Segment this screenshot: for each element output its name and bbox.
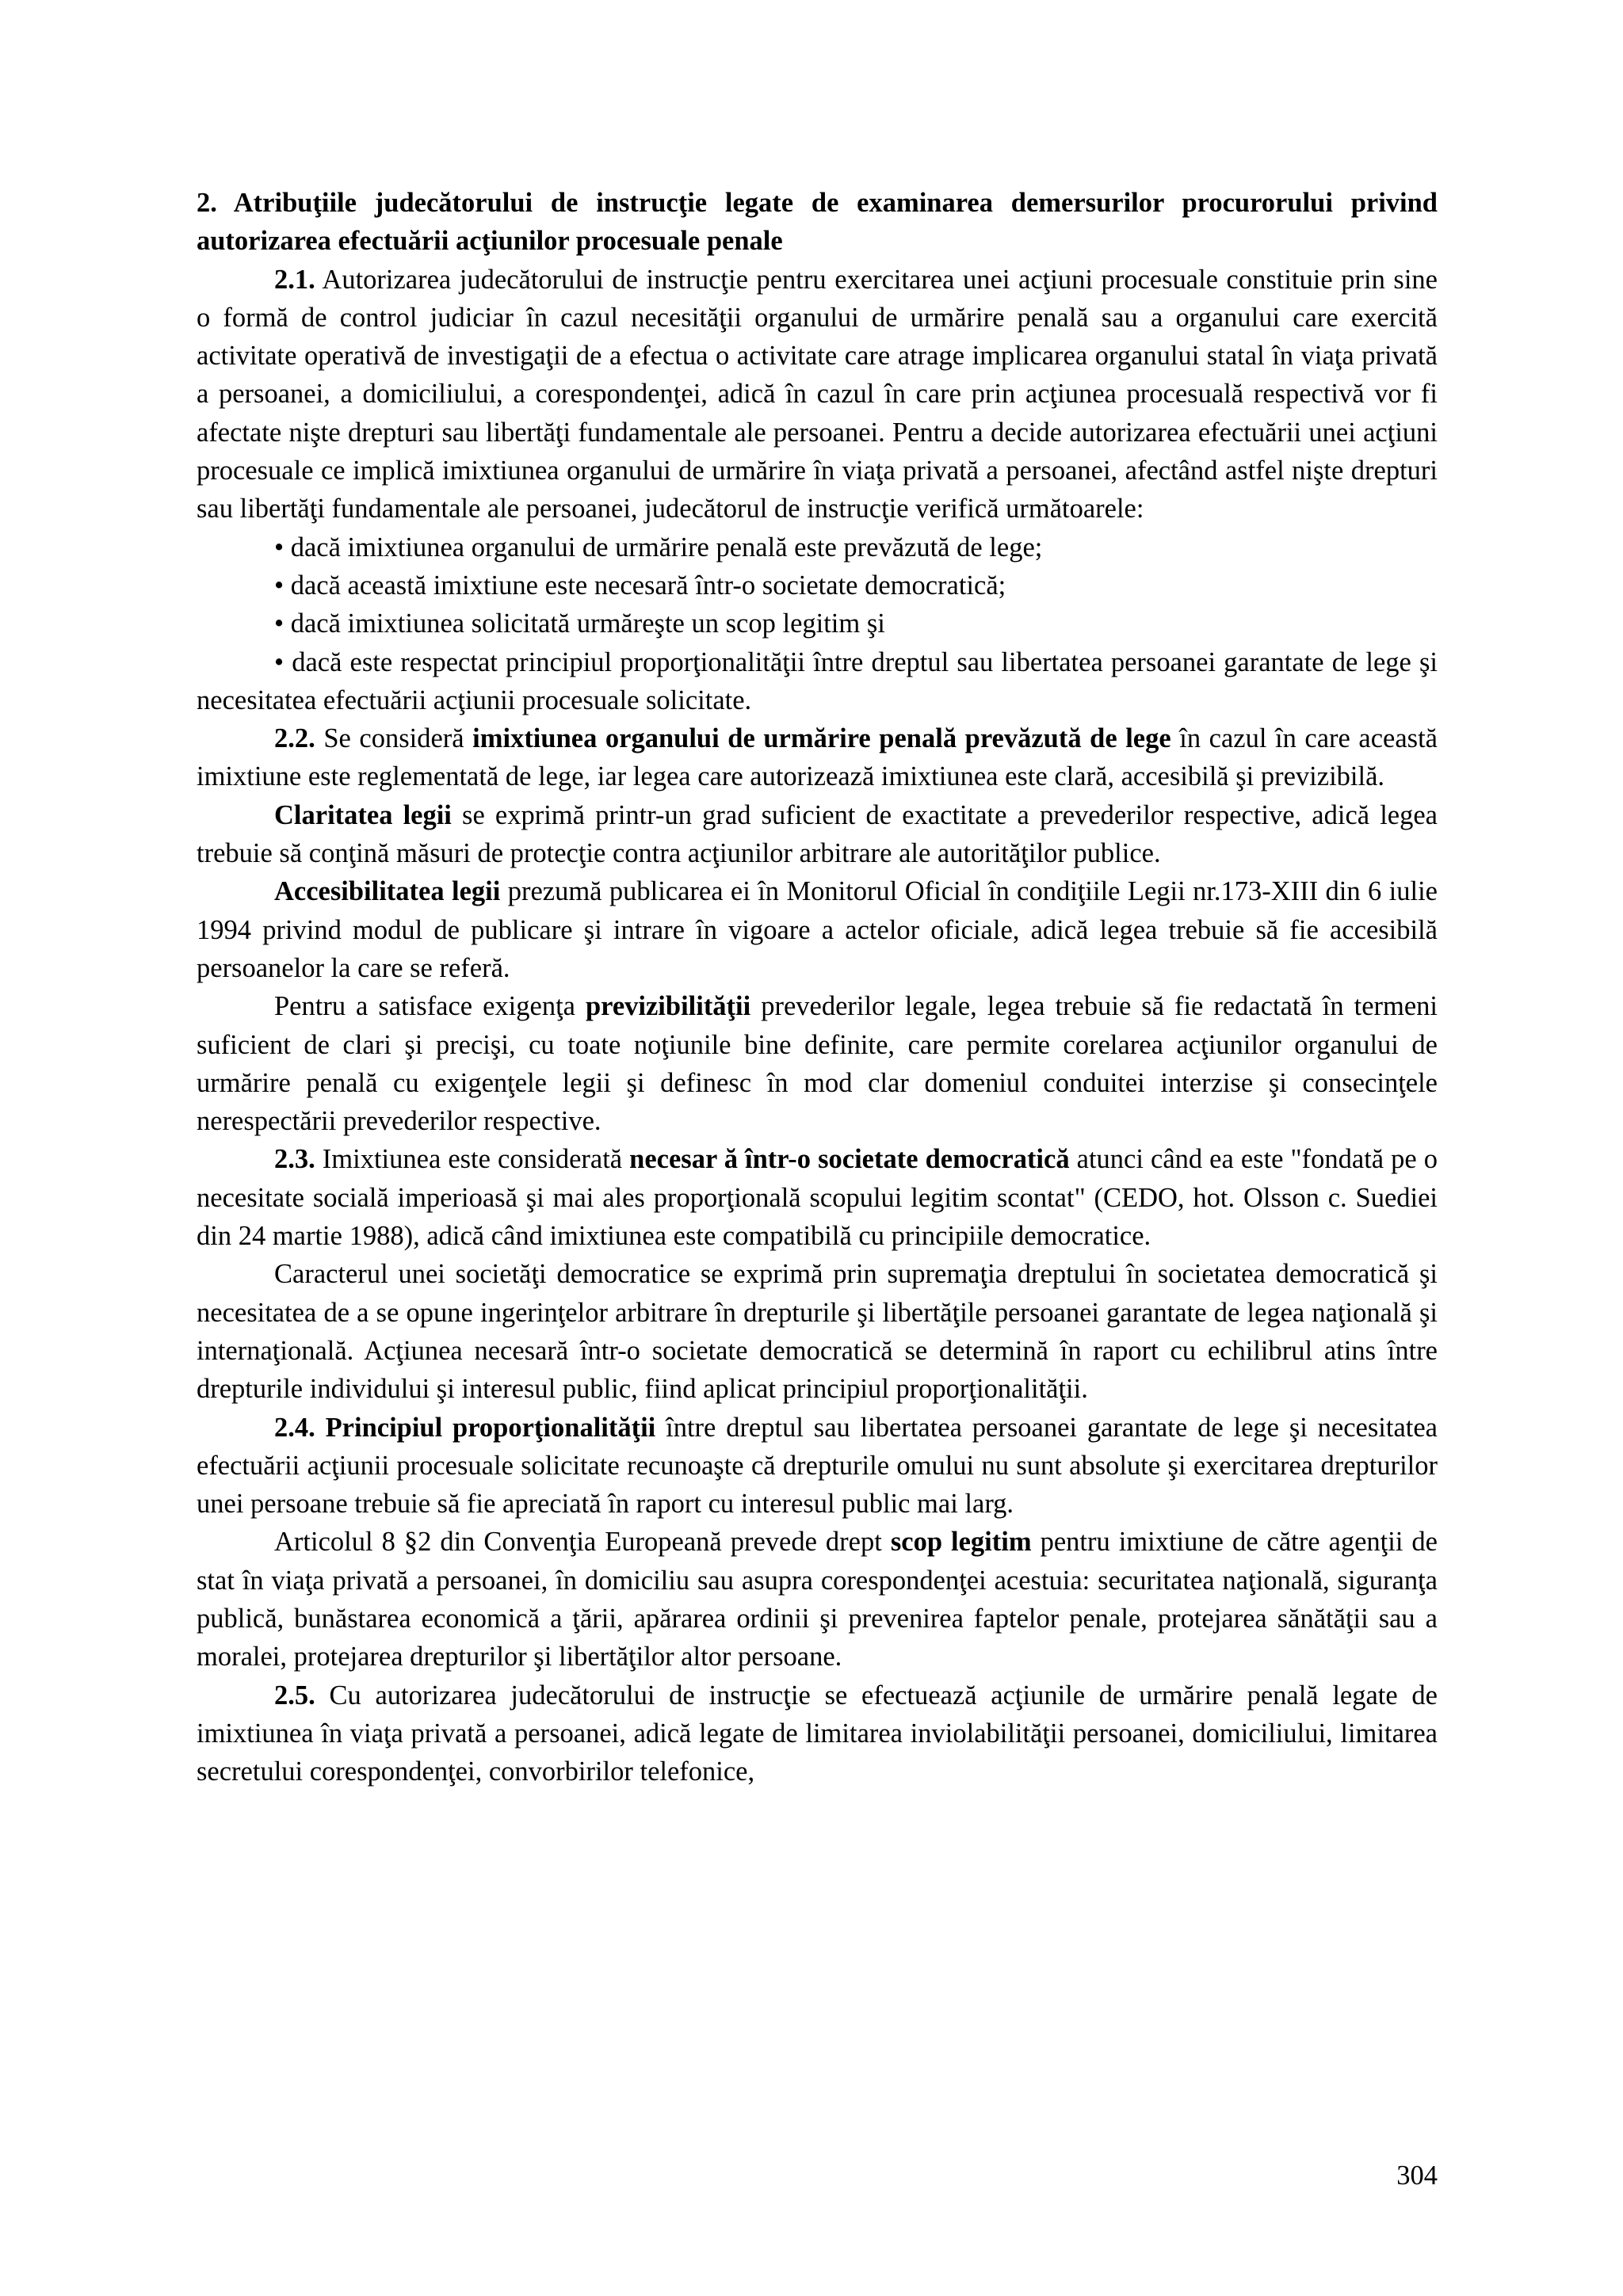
section-number: 2.3. — [274, 1144, 315, 1175]
paragraph-text: atunci când ea este "fondată pe o necesitate socială imperioasă şi mai ales proporţională scopului legitim scontat" (CEDO, hot. Olsson c. Suediei din 24 martie 1988), adică când imixtiunea este compatibilă cu principiile democratice. — [197, 1144, 1438, 1252]
bullet-item: • dacă este respectat principiul proporţionalităţii între dreptul sau libertatea persoanei garantate de lege şi necesitatea efectuării acţiunii procesuale solicitate. — [197, 646, 1438, 715]
bold-term: Claritatea legii — [274, 799, 452, 830]
paragraph-caracterul: Caracterul unei societăţi democratice se exprimă prin supremaţia dreptului în societatea democratică şi necesitatea de a se opune ingerinţelor arbitrare în drepturile şi libertăţile persoanei garantate de legea naţională şi internaţională. Acţiunea necesară într-o societate democratică se determină în raport cu echilibrul atins între drepturile individului şi interesul public, fiind aplicat principiul proporţionalităţii. — [197, 1259, 1438, 1405]
page-text — [197, 184, 1438, 1791]
section-heading: 2. Atribuţiile judecătorului de instrucţie legate de examinarea demersurilor procurorului privind autorizarea efectuării acţiunilor procesuale penale — [197, 188, 1438, 257]
paragraph-accesibilitatea — [197, 872, 1438, 987]
paragraph-text: Imixtiunea este considerată — [315, 1144, 630, 1175]
paragraph-text: se exprimă printr-un grad suficient de exactitate a prevederilor respective, adică legea trebuie să conţină măsuri de protecţie contra acţiunilor arbitrare ale autorităţilor publice. — [197, 799, 1438, 869]
section-number: 2.2. — [274, 723, 315, 754]
bullet-item: • dacă imixtiunea solicitată urmăreşte un scop legitim şi — [274, 608, 885, 639]
bullet-item: • dacă această imixtiune este necesară într-o societate democratică; — [274, 570, 1006, 601]
bold-term: previzibilităţii — [585, 991, 751, 1022]
paragraph-text: pentru imixtiune de către agenţii de stat în viaţa privată a persoanei, în domiciliu sau asupra corespondenţei acestuia: securitatea naţională, siguranţa publică, bunăstarea economică a ţării, apărarea ordinii şi prevenirea faptelor penale, protejarea sănătăţii sau a moralei, protejarea drepturilor şi libertăţilor altor persoane. — [197, 1527, 1438, 1672]
paragraph-2-2 — [197, 719, 1438, 796]
bold-term: 2.4. Principiul proporţionalităţii — [274, 1412, 656, 1443]
paragraph-2-5 — [197, 1676, 1438, 1791]
bold-term: Accesibilitatea legii — [274, 876, 501, 907]
paragraph-articolul — [197, 1523, 1438, 1676]
paragraph-claritatea — [197, 796, 1438, 873]
paragraph-2-4 — [197, 1409, 1438, 1524]
paragraph-text: Pentru a satisface exigenţa — [274, 991, 586, 1022]
paragraph-text: Cu autorizarea judecătorului de instrucţie se efectuează acţiunile de urmărire penală legate de imixtiunea în viaţa privată a persoanei, adică legate de limitarea inviolabilităţii persoanei, domiciliului, limitarea secretului corespondenţei, convorbirilor telefonice, — [197, 1680, 1438, 1787]
bold-term: necesar ă într-o societate democratică — [629, 1144, 1070, 1175]
paragraph-text: Se consideră — [315, 723, 473, 754]
paragraph-2-1 — [197, 261, 1438, 528]
paragraph-text: între dreptul sau libertatea persoanei garantate de lege şi necesitatea efectuării acţiunii procesuale solicitate recunoaşte că drepturile omului nu sunt absolute şi exercitarea drepturilor unei persoane trebuie să fie apreciată în raport cu interesul public mai larg. — [197, 1412, 1438, 1520]
page-number: 304 — [1396, 2161, 1438, 2191]
section-number: 2.1. — [274, 264, 315, 295]
bold-term: scop legitim — [890, 1527, 1032, 1558]
paragraph-previzibilitate — [197, 987, 1438, 1140]
bullet-item: • dacă imixtiunea organului de urmărire penală este prevăzută de lege; — [274, 532, 1043, 563]
section-number: 2.5. — [274, 1680, 315, 1711]
paragraph-2-3 — [197, 1140, 1438, 1255]
paragraph-text: Autorizarea judecătorului de instrucţie pentru exercitarea unei acţiuni procesuale constituie prin sine o formă de control judiciar în cazul necesităţii organului de urmărire penală sau a organului care exercită activitate operativă de investigaţii de a efectua o activitate care atrage implicarea organului statal în viaţa privată a persoanei, a domiciliului, a corespondenţei, adică în cazul în care prin acţiunea procesuală respectivă vor fi afectate nişte drepturi sau libertăţi fundamentale ale persoanei. Pentru a decide autorizarea efectuării unei acţiuni procesuale ce implică imixtiunea organului de urmărire în viaţa privată a persoanei, afectând astfel nişte drepturi sau libertăţi fundamentale ale persoanei, judecătorul de instrucţie verifică următoarele: — [197, 264, 1438, 524]
paragraph-text: prevederilor legale, legea trebuie să fie redactată în termeni suficient de clari şi precişi, cu toate noţiunile bine definite, care permite corelarea acţiunilor organului de urmărire penală cu exigenţele legii şi definesc în mod clar domeniul conduitei interzise şi consecinţele nerespectării prevederilor respective. — [197, 991, 1438, 1137]
paragraph-text: prezumă publicarea ei în Monitorul Oficial în condiţiile Legii nr.173-XIII din 6 iulie 1994 privind modul de publicare şi intrare în vigoare a actelor oficiale, adică legea trebuie să fie accesibilă persoanelor la care se referă. — [197, 876, 1438, 983]
paragraph-text: în cazul în care această imixtiune este reglementată de lege, iar legea care autorizează imixtiunea este clară, accesibilă şi previzibilă. — [197, 723, 1438, 792]
paragraph-text: Articolul 8 §2 din Convenţia Europeană prevede drept — [274, 1527, 891, 1558]
bold-term: imixtiunea organului de urmărire penală prevăzută de lege — [472, 723, 1171, 754]
